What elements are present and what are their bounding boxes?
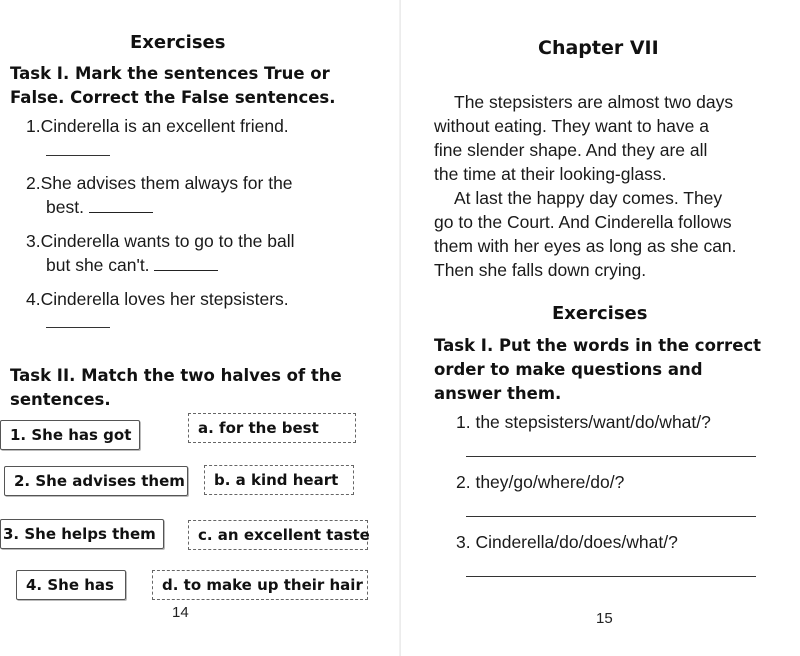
question-item-3: 3. Cinderella/do/does/what/? xyxy=(456,532,678,552)
item-number: 1. xyxy=(26,116,41,136)
task1-title: Task I. Put the words in the correct order to make questions and answer them. xyxy=(434,336,762,403)
chapter-title: Chapter VII xyxy=(538,37,659,59)
answer-blank[interactable] xyxy=(154,257,218,271)
second-half-a[interactable]: a. for the best xyxy=(188,413,356,443)
task1-item-4 xyxy=(26,287,289,311)
paragraph2-line: At last the happy day comes. They xyxy=(454,188,723,208)
paragraph2-line: go to the Court. And Cinderella follows xyxy=(434,212,732,232)
task1-item-1 xyxy=(26,114,289,138)
task1-item-3-cont: but she can't. xyxy=(46,253,218,277)
answer-blank[interactable] xyxy=(89,199,153,213)
item-text: Cinderella loves her stepsisters. xyxy=(40,289,289,309)
page-number: 14 xyxy=(172,604,189,621)
paragraph1-line: the time at their looking-glass. xyxy=(434,164,667,184)
exercises-heading: Exercises xyxy=(552,303,648,324)
page-number: 15 xyxy=(596,610,613,627)
item-number: 4. xyxy=(26,289,41,309)
answer-line[interactable] xyxy=(466,516,756,517)
first-half-2[interactable]: 2. She advises them xyxy=(4,466,188,496)
item-text: Cinderella is an excellent friend. xyxy=(40,116,289,136)
paragraph2-line: them with her eyes as long as she can. xyxy=(434,236,737,256)
question-item-1: 1. the stepsisters/want/do/what/? xyxy=(456,412,711,432)
second-half-c[interactable]: c. an excellent taste xyxy=(188,520,368,550)
item-text: She advises them always for the xyxy=(40,173,293,193)
paragraph1-line: fine slender shape. And they are all xyxy=(434,140,708,160)
first-half-4[interactable]: 4. She has xyxy=(16,570,126,600)
answer-line[interactable] xyxy=(466,576,756,577)
paragraph1-line: The stepsisters are almost two days xyxy=(454,92,734,112)
task1-item-2 xyxy=(26,171,293,195)
task2-title: Task II. Match the two halves of the sentences. xyxy=(10,366,342,409)
item-number: 2. xyxy=(26,173,41,193)
right-page xyxy=(400,0,800,656)
task1-item-3 xyxy=(26,229,295,253)
answer-line[interactable] xyxy=(466,456,756,457)
paragraph2-line: Then she falls down crying. xyxy=(434,260,647,280)
answer-blank[interactable] xyxy=(46,155,110,156)
task1-item-2-cont: best. xyxy=(46,195,153,219)
item-number: 3. xyxy=(26,231,41,251)
exercises-heading: Exercises xyxy=(130,32,226,53)
paragraph1-line: without eating. They want to have a xyxy=(434,116,709,136)
task1-title: Task I. Mark the sentences True or False. Correct the False sentences. xyxy=(10,64,336,107)
question-item-2: 2. they/go/where/do/? xyxy=(456,472,625,492)
item-text: Cinderella wants to go to the ball xyxy=(40,231,295,251)
second-half-d[interactable]: d. to make up their hair xyxy=(152,570,368,600)
first-half-1[interactable]: 1. She has got xyxy=(0,420,140,450)
second-half-b[interactable]: b. a kind heart xyxy=(204,465,354,495)
first-half-3[interactable]: 3. She helps them xyxy=(0,519,164,549)
answer-blank[interactable] xyxy=(46,327,110,328)
